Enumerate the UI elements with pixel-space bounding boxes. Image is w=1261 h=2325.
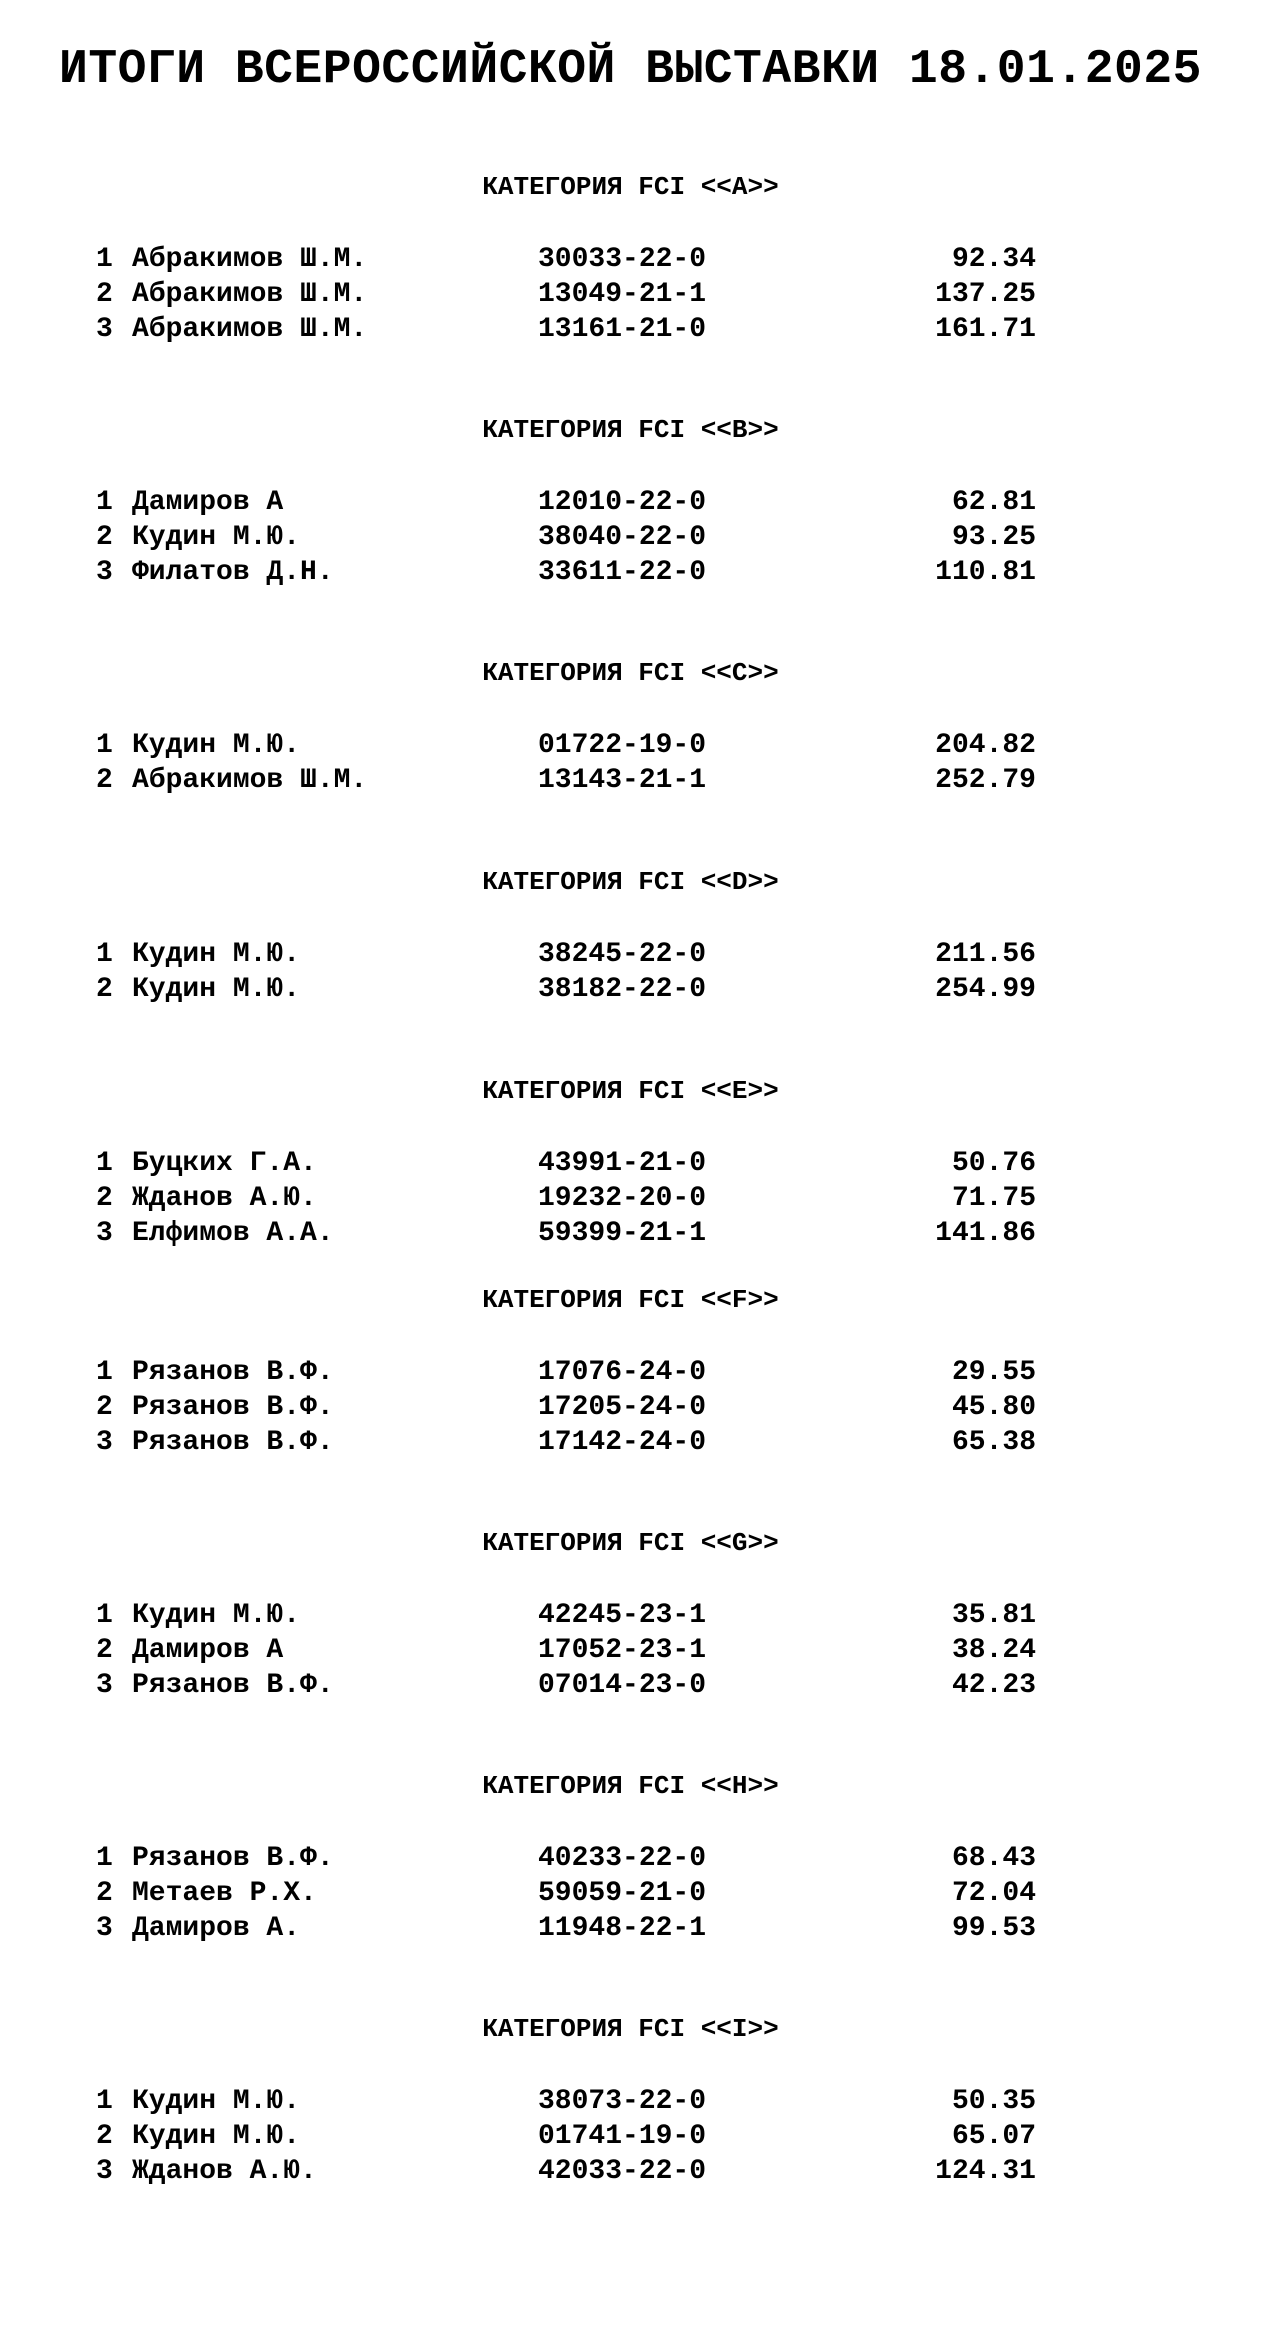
result-row [96,486,1036,520]
registration-number: 17052-23-1 [538,1635,707,1666]
owner-name: Рязанов В.Ф. [132,1357,334,1388]
registration-number: 38040-22-0 [538,522,707,553]
score: 62.81 [951,487,1036,518]
score: 50.76 [951,1148,1036,1179]
registration-number: 17142-24-0 [538,1427,707,1458]
owner-name: Кудин М.Ю. [132,974,301,1005]
result-row [96,1356,1036,1390]
owner-name: Кудин М.Ю. [132,2121,301,2152]
score: 254.99 [935,974,1036,1005]
result-row [96,2085,1036,2119]
score: 29.55 [951,1357,1036,1388]
owner-name: Дамиров А [132,1635,284,1666]
registration-number: 43991-21-0 [538,1148,707,1179]
owner-name: Жданов А.Ю. [132,1183,317,1214]
category-heading: КАТЕГОРИЯ FCI <<C>> [482,658,779,688]
owner-name: Дамиров А [132,487,284,518]
score: 35.81 [951,1600,1036,1631]
registration-number: 17076-24-0 [538,1357,707,1388]
score: 42.23 [951,1670,1036,1701]
result-row [96,1634,1036,1668]
owner-name: Рязанов В.Ф. [132,1670,334,1701]
registration-number: 19232-20-0 [538,1183,707,1214]
registration-number: 59059-21-0 [538,1878,707,1909]
result-row [96,313,1036,347]
result-row [96,1912,1036,1946]
score: 65.07 [951,2121,1036,2152]
place-number: 3 [96,1218,113,1249]
place-number: 2 [96,1183,113,1214]
registration-number: 07014-23-0 [538,1670,707,1701]
score: 110.81 [935,557,1036,588]
owner-name: Буцких Г.А. [132,1148,317,1179]
category-heading: КАТЕГОРИЯ FCI <<H>> [482,1771,779,1801]
place-number: 1 [96,730,113,761]
score: 204.82 [935,730,1036,761]
owner-name: Абракимов Ш.М. [132,244,368,275]
place-number: 3 [96,557,113,588]
place-number: 1 [96,1600,113,1631]
result-row [96,1877,1036,1911]
place-number: 3 [96,1670,113,1701]
place-number: 2 [96,1878,113,1909]
place-number: 3 [96,1427,113,1458]
owner-name: Кудин М.Ю. [132,2086,301,2117]
result-row [96,1147,1036,1181]
owner-name: Абракимов Ш.М. [132,279,368,310]
registration-number: 13049-21-1 [538,279,707,310]
result-row [96,1599,1036,1633]
place-number: 1 [96,1357,113,1388]
owner-name: Елфимов А.А. [132,1218,334,1249]
registration-number: 42033-22-0 [538,2156,707,2187]
registration-number: 11948-22-1 [538,1913,707,1944]
result-row [96,521,1036,555]
registration-number: 30033-22-0 [538,244,707,275]
place-number: 1 [96,487,113,518]
score: 137.25 [935,279,1036,310]
score: 99.53 [951,1913,1036,1944]
result-row [96,1391,1036,1425]
category-heading: КАТЕГОРИЯ FCI <<E>> [482,1076,779,1106]
registration-number: 12010-22-0 [538,487,707,518]
registration-number: 13143-21-1 [538,765,707,796]
registration-number: 13161-21-0 [538,314,707,345]
owner-name: Рязанов В.Ф. [132,1427,334,1458]
place-number: 3 [96,1913,113,1944]
result-row [96,1182,1036,1216]
result-row [96,938,1036,972]
score: 72.04 [951,1878,1036,1909]
registration-number: 42245-23-1 [538,1600,707,1631]
score: 50.35 [951,2086,1036,2117]
registration-number: 38182-22-0 [538,974,707,1005]
owner-name: Кудин М.Ю. [132,522,301,553]
category-heading: КАТЕГОРИЯ FCI <<G>> [482,1528,779,1558]
owner-name: Кудин М.Ю. [132,1600,301,1631]
result-row [96,1426,1036,1460]
score: 38.24 [951,1635,1036,1666]
place-number: 2 [96,974,113,1005]
result-row [96,278,1036,312]
score: 71.75 [951,1183,1036,1214]
registration-number: 40233-22-0 [538,1843,707,1874]
owner-name: Дамиров А. [132,1913,301,1944]
score: 211.56 [935,939,1036,970]
category-heading: КАТЕГОРИЯ FCI <<A>> [482,172,779,202]
score: 93.25 [951,522,1036,553]
category-heading: КАТЕГОРИЯ FCI <<I>> [482,2014,779,2044]
place-number: 3 [96,314,113,345]
owner-name: Абракимов Ш.М. [132,314,368,345]
owner-name: Рязанов В.Ф. [132,1843,334,1874]
score: 161.71 [935,314,1036,345]
score: 68.43 [951,1843,1036,1874]
result-row [96,729,1036,763]
result-row [96,1217,1036,1251]
result-row [96,556,1036,590]
result-row [96,2120,1036,2154]
score: 92.34 [951,244,1036,275]
score: 141.86 [935,1218,1036,1249]
place-number: 2 [96,522,113,553]
result-row [96,243,1036,277]
place-number: 2 [96,1635,113,1666]
place-number: 1 [96,939,113,970]
result-row [96,973,1036,1007]
owner-name: Рязанов В.Ф. [132,1392,334,1423]
registration-number: 59399-21-1 [538,1218,707,1249]
result-row [96,2155,1036,2189]
place-number: 1 [96,244,113,275]
place-number: 3 [96,2156,113,2187]
owner-name: Кудин М.Ю. [132,939,301,970]
place-number: 2 [96,279,113,310]
registration-number: 38245-22-0 [538,939,707,970]
result-row [96,1842,1036,1876]
place-number: 2 [96,1392,113,1423]
registration-number: 33611-22-0 [538,557,707,588]
score: 45.80 [951,1392,1036,1423]
category-heading: КАТЕГОРИЯ FCI <<F>> [482,1285,779,1315]
owner-name: Метаев Р.Х. [132,1878,317,1909]
page-title: ИТОГИ ВСЕРОССИЙСКОЙ ВЫСТАВКИ 18.01.2025 [59,43,1202,97]
result-row [96,764,1036,798]
owner-name: Абракимов Ш.М. [132,765,368,796]
place-number: 1 [96,1148,113,1179]
score: 65.38 [951,1427,1036,1458]
registration-number: 38073-22-0 [538,2086,707,2117]
score: 124.31 [935,2156,1036,2187]
registration-number: 01722-19-0 [538,730,707,761]
owner-name: Филатов Д.Н. [132,557,334,588]
registration-number: 17205-24-0 [538,1392,707,1423]
result-row [96,1669,1036,1703]
place-number: 1 [96,1843,113,1874]
place-number: 1 [96,2086,113,2117]
owner-name: Жданов А.Ю. [132,2156,317,2187]
category-heading: КАТЕГОРИЯ FCI <<D>> [482,867,779,897]
category-heading: КАТЕГОРИЯ FCI <<B>> [482,415,779,445]
place-number: 2 [96,2121,113,2152]
registration-number: 01741-19-0 [538,2121,707,2152]
place-number: 2 [96,765,113,796]
score: 252.79 [935,765,1036,796]
owner-name: Кудин М.Ю. [132,730,301,761]
